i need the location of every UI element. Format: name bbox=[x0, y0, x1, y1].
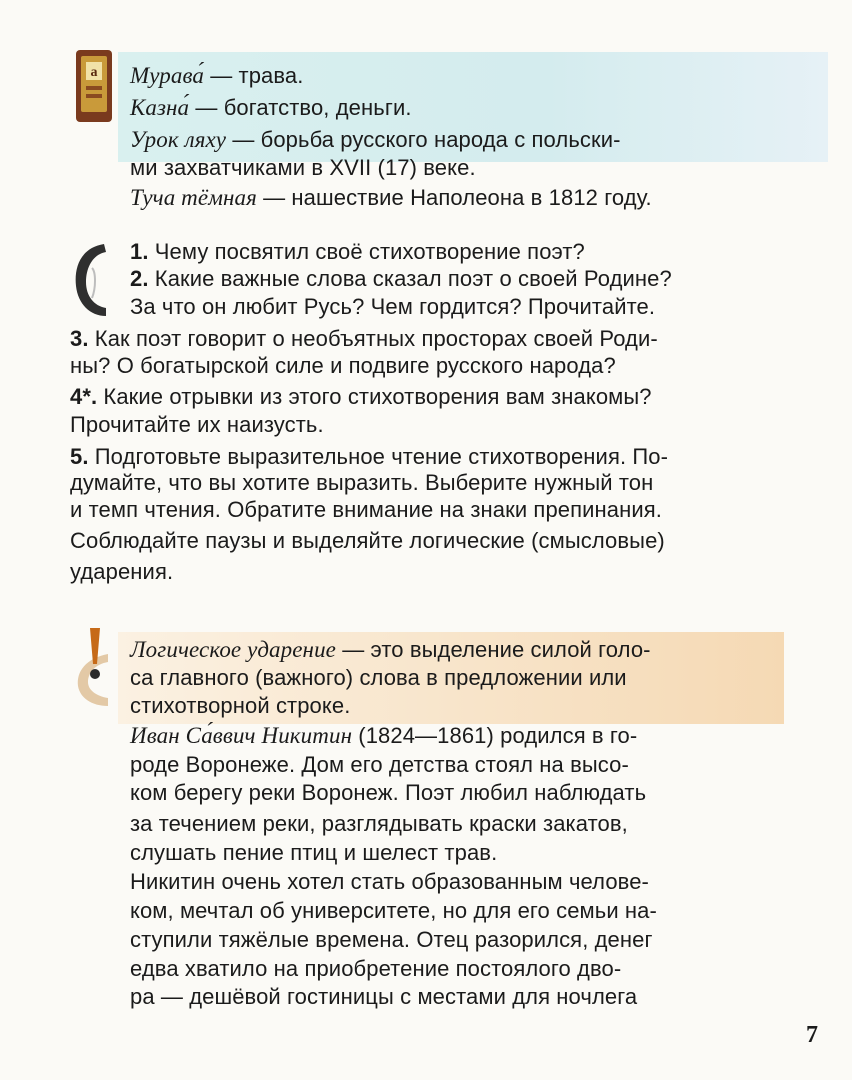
glossary-definition: ми захватчиками в XVII (17) веке. bbox=[130, 155, 476, 180]
question-line bbox=[130, 265, 672, 293]
bio-text: ра — дешёвой гостиницы с местами для ночлега bbox=[130, 984, 638, 1009]
bio-line bbox=[130, 926, 653, 954]
rule-line bbox=[130, 692, 350, 720]
glossary-line bbox=[130, 126, 621, 154]
glossary-term: Урок ляху bbox=[130, 127, 227, 152]
bio-text: за течением реки, разглядывать краски закатов, bbox=[130, 811, 628, 836]
question-line bbox=[70, 411, 324, 439]
question-number: 5. bbox=[70, 444, 89, 469]
glossary-definition: — нашествие Наполеона в 1812 году. bbox=[256, 185, 652, 210]
question-number: 1. bbox=[130, 239, 149, 264]
bio-text: (1824—1861) родился в го- bbox=[352, 723, 638, 748]
question-text: ны? О богатырской силе и подвиге русского народа? bbox=[70, 353, 616, 378]
question-text: думайте, что вы хотите выразить. Выберите нужный тон bbox=[70, 470, 654, 495]
glossary-definition: — борьба русского народа с польски- bbox=[226, 127, 621, 152]
question-text: Соблюдайте паузы и выделяйте логические (смысловые) bbox=[70, 528, 665, 553]
rule-term: Логическое ударение bbox=[130, 637, 336, 662]
glossary-line bbox=[130, 62, 303, 90]
bio-line bbox=[130, 722, 637, 750]
bio-line bbox=[130, 897, 657, 925]
question-text: Как поэт говорит о необъятных просторах своей Роди- bbox=[88, 326, 658, 351]
glossary-definition: — трава. bbox=[204, 63, 304, 88]
question-text: За что он любит Русь? Чем гордится? Прочитайте. bbox=[130, 294, 656, 319]
question-text: и темп чтения. Обратите внимание на знаки препинания. bbox=[70, 497, 662, 522]
bio-line bbox=[130, 810, 628, 838]
question-text: Какие важные слова сказал поэт о своей Родине? bbox=[148, 266, 672, 291]
dictionary-book-icon bbox=[72, 46, 118, 128]
question-line bbox=[70, 558, 173, 586]
question-text: ударения. bbox=[70, 559, 174, 584]
question-line bbox=[130, 293, 655, 321]
bio-text: Никитин очень хотел стать образованным челове- bbox=[130, 869, 649, 894]
rule-text: са главного (важного) слова в предложении или bbox=[130, 665, 627, 690]
rule-text: стихотворной строке. bbox=[130, 693, 351, 718]
bio-text: ступили тяжёлые времена. Отец разорился, денег bbox=[130, 927, 653, 952]
bio-line bbox=[130, 955, 621, 983]
question-line bbox=[70, 325, 658, 353]
question-text: Чему посвятил своё стихотворение поэт? bbox=[148, 239, 585, 264]
question-number: 2. bbox=[130, 266, 149, 291]
bio-line bbox=[130, 868, 649, 896]
bio-text: едва хватило на приобретение постоялого дво- bbox=[130, 956, 622, 981]
bio-text: ком, мечтал об университете, но для его семьи на- bbox=[130, 898, 657, 923]
bio-text: слушать пение птиц и шелест трав. bbox=[130, 840, 498, 865]
rule-line bbox=[130, 636, 651, 664]
glossary-term: Мурава́ bbox=[130, 63, 204, 88]
question-text: Подготовьте выразительное чтение стихотворения. По- bbox=[88, 444, 669, 469]
rule-text: — это выделение силой голо- bbox=[335, 637, 651, 662]
glossary-definition: — богатство, деньги. bbox=[189, 95, 412, 120]
question-text: Какие отрывки из этого стихотворения вам знакомы? bbox=[97, 384, 652, 409]
glossary-term: Туча тёмная bbox=[130, 185, 257, 210]
question-line bbox=[70, 352, 616, 380]
question-line bbox=[70, 383, 652, 411]
svg-text:а: а bbox=[90, 65, 98, 80]
question-line bbox=[70, 527, 665, 555]
question-text: Прочитайте их наизусть. bbox=[70, 412, 324, 437]
question-number: 4*. bbox=[70, 384, 98, 409]
question-line bbox=[130, 238, 585, 266]
question-number: 3. bbox=[70, 326, 89, 351]
bio-text: роде Воронеже. Дом его детства стоял на высо- bbox=[130, 752, 629, 777]
bio-line bbox=[130, 779, 646, 807]
bio-term: Иван Са́ввич Никитин bbox=[130, 723, 353, 748]
glossary-line bbox=[130, 154, 476, 182]
page-number: 7 bbox=[806, 1022, 818, 1048]
question-mark-icon bbox=[70, 238, 112, 322]
bio-text: ком берегу реки Воронеж. Поэт любил наблюдать bbox=[130, 780, 647, 805]
glossary-line bbox=[130, 94, 412, 122]
glossary-line bbox=[130, 184, 652, 212]
glossary-term: Казна́ bbox=[130, 95, 190, 120]
question-line bbox=[70, 469, 653, 497]
bio-line bbox=[130, 751, 629, 779]
rule-line bbox=[130, 664, 627, 692]
bio-line bbox=[130, 983, 637, 1011]
exclamation-mark-icon bbox=[68, 624, 116, 710]
question-line bbox=[70, 496, 662, 524]
question-line bbox=[70, 443, 668, 471]
bio-line bbox=[130, 839, 497, 867]
